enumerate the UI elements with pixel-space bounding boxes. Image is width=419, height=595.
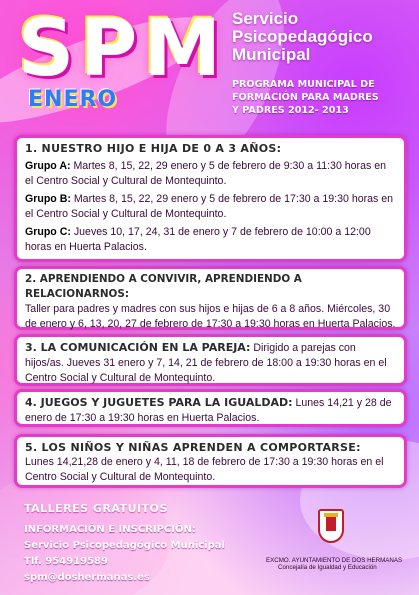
group-text: Martes 8, 15, 22, 29 enero y 5 de febrero de 9:30 a 11:30 horas en el Centro Social y Cultural de Montequinto. — [25, 160, 386, 187]
council-name: EXCMO. AYUNTAMIENTO DE DOS HERMANAS — [266, 557, 403, 564]
group-label: Grupo B: — [25, 193, 71, 205]
spm-logo: SPM — [18, 4, 227, 94]
service-title-line: Municipal — [232, 45, 311, 64]
service-name: Servicio Psicopedagógico Municipal — [24, 540, 225, 551]
section-text: Lunes 14,21,28 de enero y 4, 11, 18 de febrero de 17:30 a 19:30 horas en el Centro Social y Cultural de Montequinto. — [25, 456, 384, 483]
section-box — [14, 389, 407, 427]
section-title: 3. LA COMUNICACIÓN EN LA PAREJA: — [25, 341, 251, 354]
info-title: INFORMACIÓN E INSCRIPCIÓN: — [24, 524, 196, 535]
email-link[interactable]: spm@doshermanas.es — [24, 572, 150, 583]
group-label: Grupo C: — [25, 226, 71, 238]
service-title-line: Servicio — [232, 9, 299, 28]
group-entry — [25, 159, 396, 189]
section-title: 4. JUEGOS Y JUGUETES PARA LA IGUALDAD: — [25, 396, 293, 409]
section-text: Dirigido a parejas con hijos/as. Jueves 31 enero y 7, 14, 21 de febrero de 18:00 a 19:30 horas en el Centro Social y Cultural de Montequinto. — [25, 342, 387, 384]
month-label: ENERO — [28, 87, 118, 112]
phone-number: Tlf. 954919589 — [24, 556, 108, 567]
section-title: 1. NUESTRO HIJO E HIJA DE 0 A 3 AÑOS: — [25, 142, 282, 155]
group-label: Grupo A: — [25, 160, 71, 172]
crest-tower — [326, 517, 336, 531]
footer-contact — [24, 502, 264, 586]
group-entry — [25, 225, 396, 255]
program-title-line: PROGRAMA MUNICIPAL DE — [232, 79, 375, 90]
group-entry — [25, 192, 396, 222]
program-title-line: Y PADRES 2012- 2013 — [232, 105, 349, 116]
program-title-line: FORMACIÓN PARA MADRES — [232, 92, 379, 103]
service-title-line: Psicopedagógico — [232, 27, 373, 46]
section-text: Taller para padres y madres con sus hijos e hijas de 6 a 8 años. Miércoles, 30 de enero y 6, 13, 20, 27 de febrero de 17:30 a 19:30 horas en Huerta Palacios. — [25, 303, 396, 330]
section-box — [14, 334, 407, 386]
group-text: Martes 8, 15, 22, 29 enero y 5 de febrero de 17:30 a 19:30 horas en el Centro Social y Cultural de Montequinto. — [25, 193, 394, 220]
town-crest-icon — [318, 509, 344, 543]
section-box — [14, 266, 407, 330]
service-title — [232, 10, 412, 64]
group-text: Jueves 10, 17, 24, 31 de enero y 7 de febrero de 10:00 a 12:00 horas en Huerta Palacios. — [25, 226, 371, 253]
council-department: Concejalía de Igualdad y Educación — [278, 564, 377, 571]
section-title: 5. LOS NIÑOS Y NIÑAS APRENDEN A COMPORTARSE: — [25, 441, 361, 454]
contact-info — [24, 522, 264, 586]
program-title — [232, 78, 417, 117]
section-text: Lunes 14,21 y 28 de enero de 17:30 a 19:30 horas en Huerta Palacios. — [25, 397, 392, 424]
section-box — [14, 135, 407, 262]
city-council-credit — [266, 557, 416, 571]
free-workshops-label: TALLERES GRATUITOS — [24, 502, 168, 515]
section-box — [14, 434, 407, 488]
section-title: 2. APRENDIENDO A CONVIVIR, APRENDIENDO A RELACIONARNOS: — [25, 273, 302, 300]
